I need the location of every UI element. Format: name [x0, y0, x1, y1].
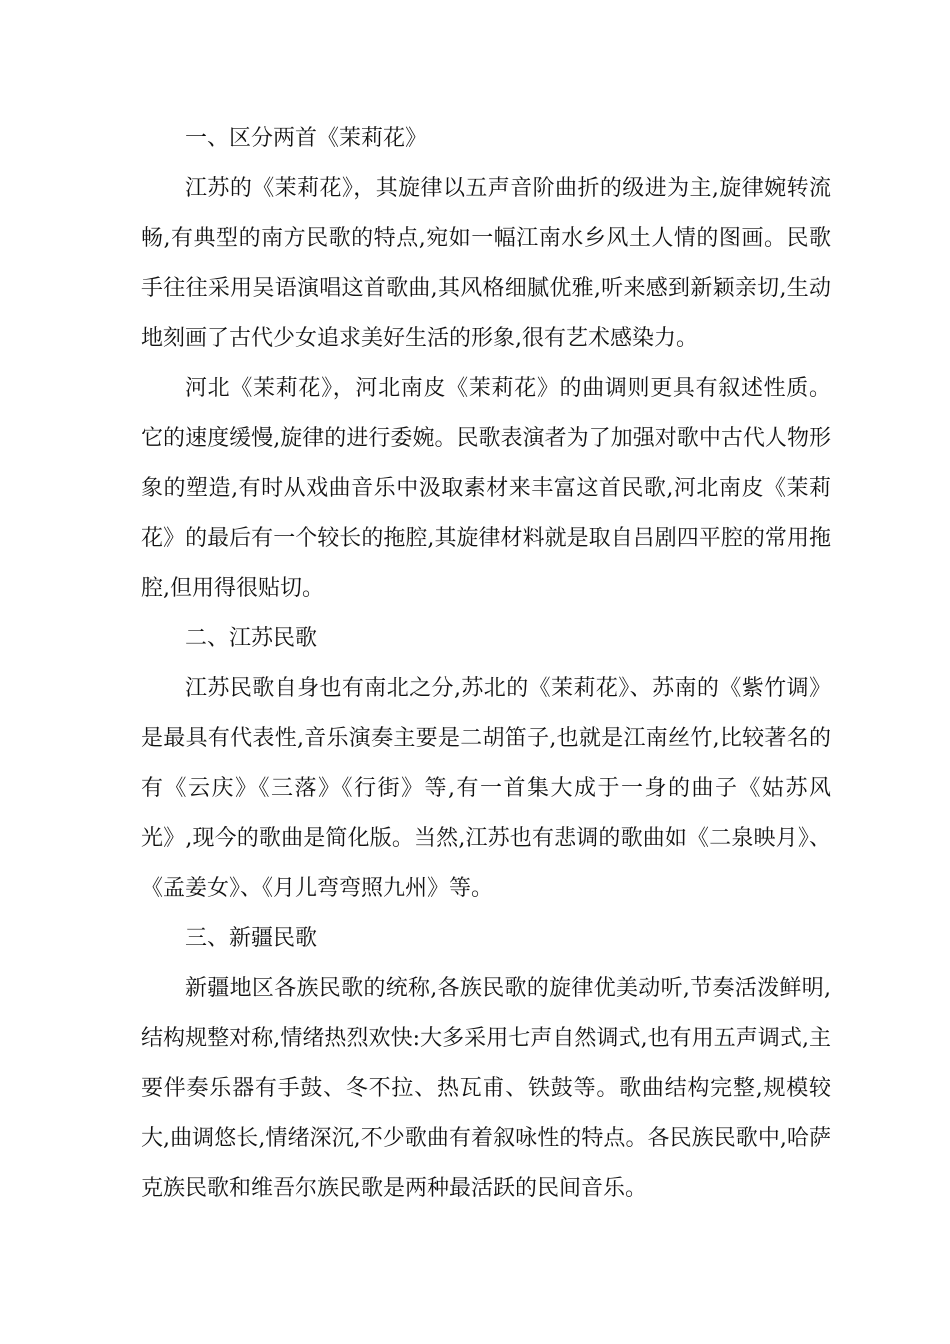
paragraph: 江苏民歌自身也有南北之分,苏北的《茉莉花》、苏南的《紫竹调》是最具有代表性,音乐演奏主要是二胡笛子,也就是江南丝竹,比较著名的有《云庆》《三落》《行街》等,有一首集大成于一身的曲子《姑苏风光》,现今的歌曲是简化版。当然,江苏也有悲调的歌曲如《二泉映月》、《孟姜女》、《月儿弯弯照九州》等。 — [141, 676, 831, 901]
paragraph: 江苏的《茉莉花》，其旋律以五声音阶曲折的级进为主,旋律婉转流畅,有典型的南方民歌的特点,宛如一幅江南水乡风土人情的图画。民歌手往往采用吴语演唱这首歌曲,其风格细腻优雅,听来感到新颖亲切,生动地刻画了古代少女追求美好生活的形象,很有艺术感染力。 — [141, 176, 831, 351]
section-heading: 二、江苏民歌 — [185, 626, 318, 651]
section-heading: 一、区分两首《茉莉花》 — [185, 126, 428, 151]
document-body — [141, 114, 831, 1214]
section-heading: 三、新疆民歌 — [185, 926, 318, 951]
paragraph: 河北《茉莉花》，河北南皮《茉莉花》的曲调则更具有叙述性质。它的速度缓慢,旋律的进行委婉。民歌表演者为了加强对歌中古代人物形象的塑造,有时从戏曲音乐中汲取素材来丰富这首民歌,河北南皮《茉莉花》的最后有一个较长的拖腔,其旋律材料就是取自吕剧四平腔的常用拖腔,但用得很贴切。 — [141, 376, 831, 601]
paragraph: 新疆地区各族民歌的统称,各族民歌的旋律优美动听,节奏活泼鲜明,结构规整对称,情绪热烈欢快:大多采用七声自然调式,也有用五声调式,主要伴奏乐器有手鼓、冬不拉、热瓦甫、铁鼓等。歌曲结构完整,规模较大,曲调悠长,情绪深沉,不少歌曲有着叙咏性的特点。各民族民歌中,哈萨克族民歌和维吾尔族民歌是两种最活跃的民间音乐。 — [141, 976, 831, 1201]
